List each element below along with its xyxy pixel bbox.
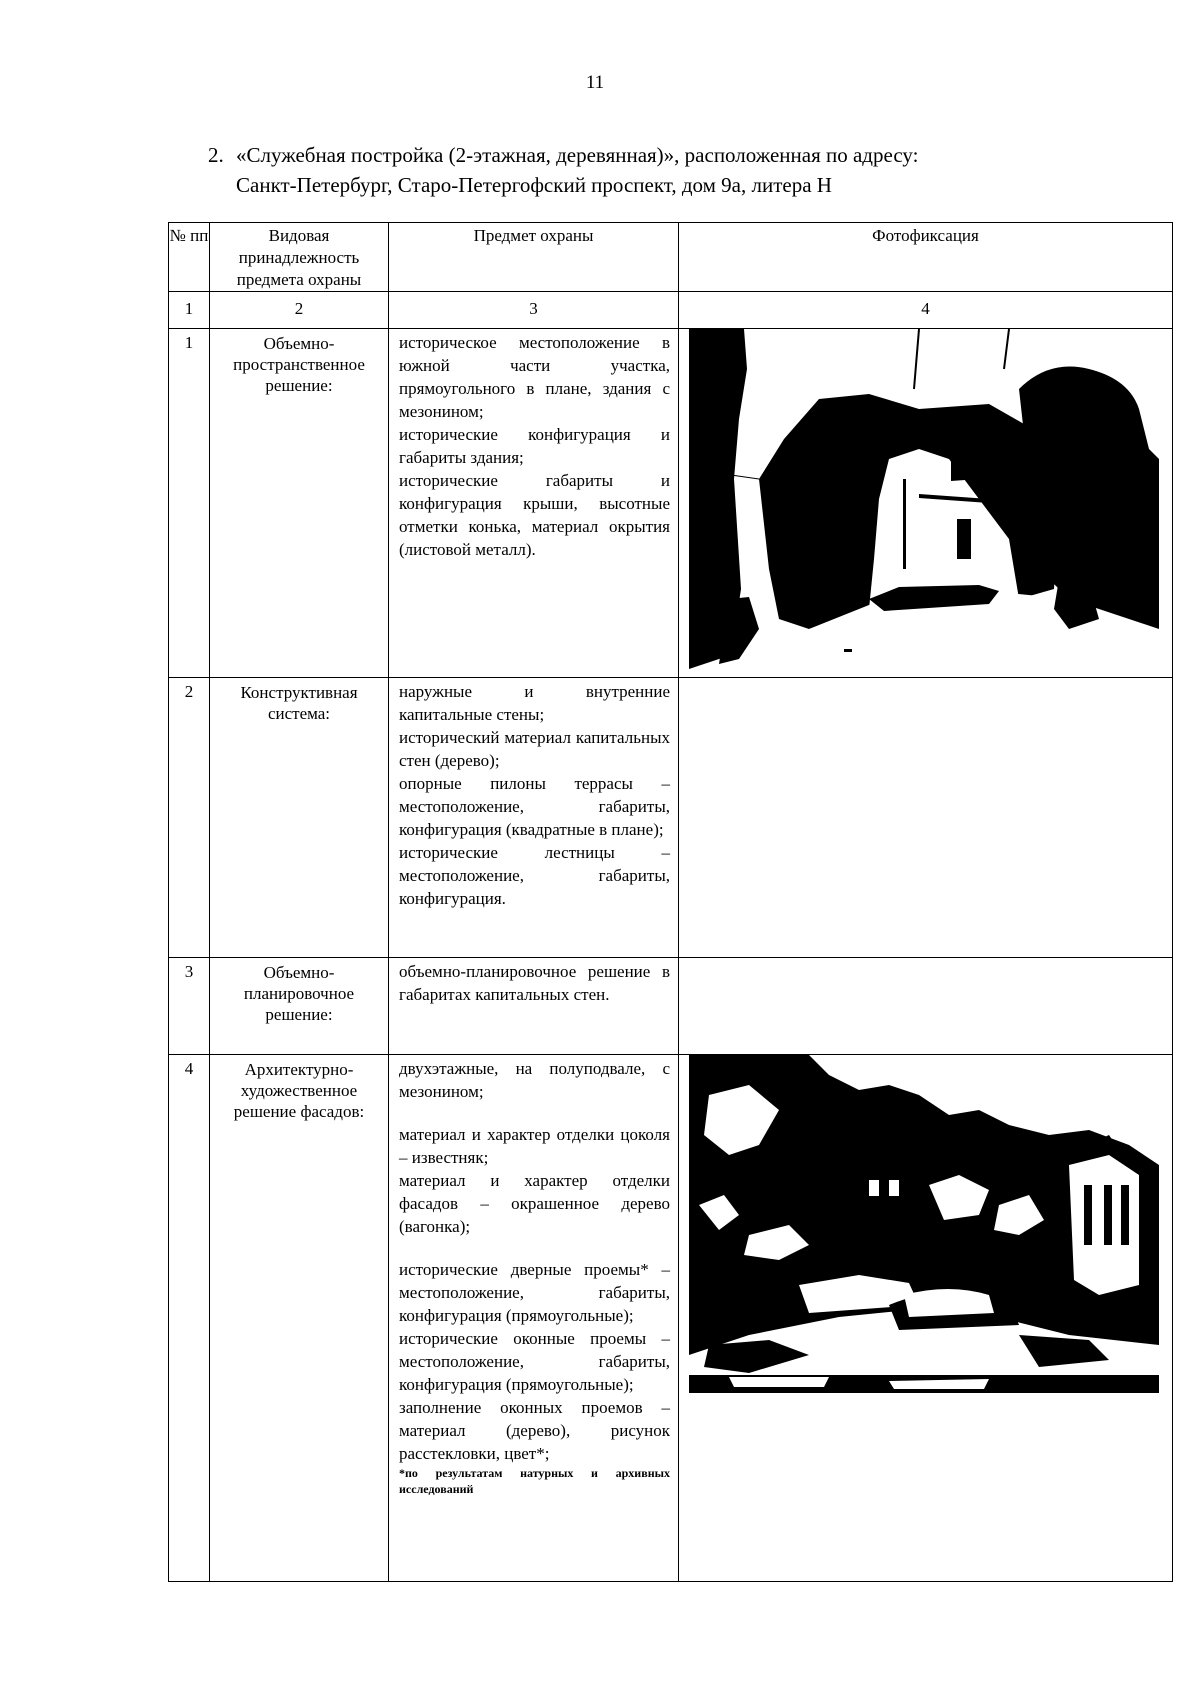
table-row (169, 1055, 1173, 1582)
subject-line: двухэтажные, на полуподвале, с мезонином; (399, 1059, 670, 1101)
heading-line-1: «Служебная постройка (2-этажная, деревянная)», расположенная по адресу: (236, 143, 919, 167)
row-subject (389, 329, 679, 678)
subject-line: исторические габариты и конфигурация крыши, высотные отметки конька, материал окрытия (листовой металл). (399, 471, 670, 559)
row-subject (389, 678, 679, 958)
subject-line: опорные пилоны террасы – местоположение, габариты, конфигурация (квадратные в плане); (399, 774, 670, 839)
row-photo (679, 329, 1173, 678)
row-subject (389, 1055, 679, 1582)
row-number: 1 (169, 329, 210, 678)
footnote: *по результатам натурных и архивных исследований (399, 1466, 670, 1496)
row-type: Объемно-пространственное решение: (210, 329, 389, 678)
header-subject: Предмет охраны (389, 223, 679, 292)
subject-line: исторический материал капитальных стен (дерево); (399, 728, 670, 770)
index-cell: 1 (169, 292, 210, 329)
row-number: 2 (169, 678, 210, 958)
row-photo (679, 1055, 1173, 1582)
row-photo-empty (679, 958, 1173, 1055)
heading-line-2: Санкт-Петербург, Старо-Петергофский проспект, дом 9а, литера Н (236, 173, 832, 197)
building-photo-2 (689, 1055, 1159, 1393)
row-subject (389, 958, 679, 1055)
row-type: Конструктивная система: (210, 678, 389, 958)
subject-line: объемно-планировочное решение в габаритах капитальных стен. (399, 962, 670, 1004)
row-photo-empty (679, 678, 1173, 958)
table-row (169, 678, 1173, 958)
table-index-row (169, 292, 1173, 329)
subject-line: заполнение оконных проемов – материал (дерево), рисунок расстекловки, цвет*; (399, 1398, 670, 1463)
row-number: 4 (169, 1055, 210, 1582)
row-number: 3 (169, 958, 210, 1055)
section-heading (208, 140, 1108, 200)
table-row (169, 329, 1173, 678)
row-type: Объемно-планировочное решение: (210, 958, 389, 1055)
header-photo: Фотофиксация (679, 223, 1173, 292)
table-row (169, 958, 1173, 1055)
subject-line: материал и характер отделки фасадов – окрашенное дерево (вагонка); (399, 1171, 670, 1236)
subject-line: исторические оконные проемы – местоположение, габариты, конфигурация (прямоугольные); (399, 1329, 670, 1394)
subject-line: историческое местоположение в южной части участка, прямоугольного в плане, здания с мезонином; (399, 333, 670, 421)
subject-line: исторические конфигурация и габариты здания; (399, 425, 670, 467)
building-photo-1 (689, 329, 1159, 669)
section-number: 2. (208, 143, 224, 167)
index-cell: 2 (210, 292, 389, 329)
page-number: 11 (585, 72, 605, 93)
row-type: Архитектурно-художественное решение фасадов: (210, 1055, 389, 1582)
subject-line: исторические дверные проемы* – местоположение, габариты, конфигурация (прямоугольные); (399, 1260, 670, 1325)
subject-line: материал и характер отделки цоколя – известняк; (399, 1125, 670, 1167)
subject-line: исторические лестницы – местоположение, габариты, конфигурация. (399, 843, 670, 908)
header-number: № пп (169, 223, 210, 292)
header-type: Видовая принадлежность предмета охраны (210, 223, 389, 292)
protection-subject-table (168, 222, 1173, 1582)
index-cell: 4 (679, 292, 1173, 329)
index-cell: 3 (389, 292, 679, 329)
subject-line: наружные и внутренние капитальные стены; (399, 682, 670, 724)
table-header-row (169, 223, 1173, 292)
